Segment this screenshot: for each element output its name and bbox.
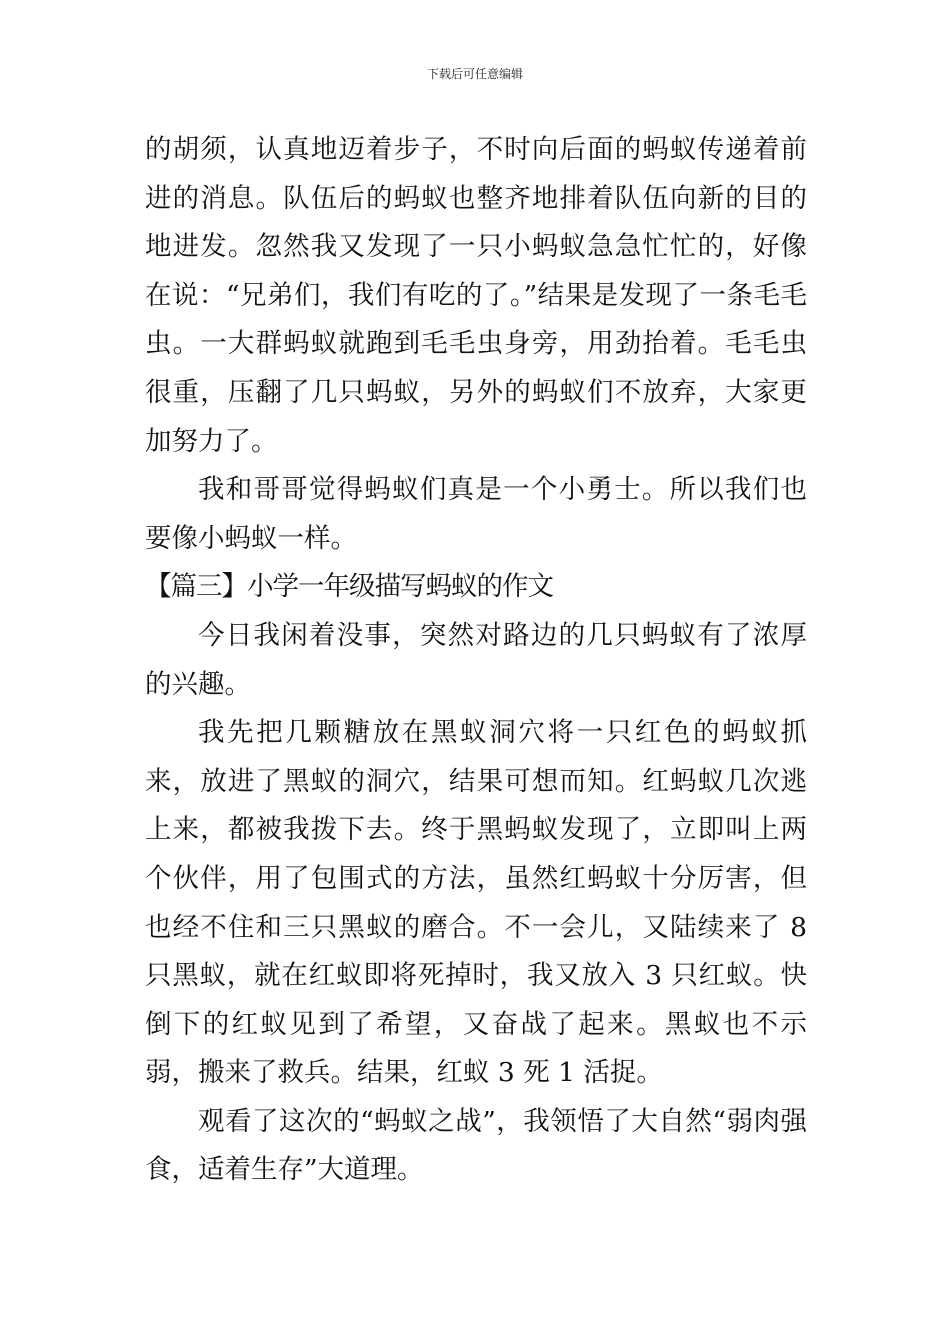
paragraph-reflection: 观看了这次的“蚂蚁之战”，我领悟了大自然“弱肉强食，适着生存”大道理。: [145, 1105, 807, 1186]
article-body: [145, 126, 807, 1195]
paragraph-intro: 今日我闲着没事，突然对路边的几只蚂蚁有了浓厚的兴趣。: [145, 619, 807, 700]
paragraph-conclusion: 我和哥哥觉得蚂蚁们真是一个小勇士。所以我们也要像小蚂蚁一样。: [145, 474, 807, 554]
paragraph-ant-battle: 我先把几颗糖放在黑蚁洞穴将一只红色的蚂蚁抓来，放进了黑蚁的洞穴，结果可想而知。红蚂蚁几次逃上来，都被我拨下去。终于黑蚂蚁发现了，立即叫上两个伙伴，用了包围式的方法，虽然红蚂蚁十分厉害，但也经不住和三只黑蚁的磨合。不一会儿，又陆续来了 8 只黑蚁，就在红蚁即将死掉时，我又放入 3 只红蚁。快倒下的红蚁见到了希望，又奋战了起来。黑蚁也不示弱，搬来了救兵。结果，红蚁 3 死 1 活捉。: [145, 717, 807, 1089]
paragraph-continued-story: 的胡须，认真地迈着步子，不时向后面的蚂蚁传递着前进的消息。队伍后的蚂蚁也整齐地排着队伍向新的目的地进发。忽然我又发现了一只小蚂蚁急急忙忙的，好像在说：“兄弟们，我们有吃的了。”结果是发现了一条毛毛虫。一大群蚂蚁就跑到毛毛虫身旁，用劲抬着。毛毛虫很重，压翻了几只蚂蚁，另外的蚂蚁们不放弃，大家更加努力了。: [145, 134, 807, 457]
page-header: 下载后可任意编辑: [426, 67, 523, 81]
section-heading: 【篇三】小学一年级描写蚂蚁的作文: [145, 571, 553, 603]
